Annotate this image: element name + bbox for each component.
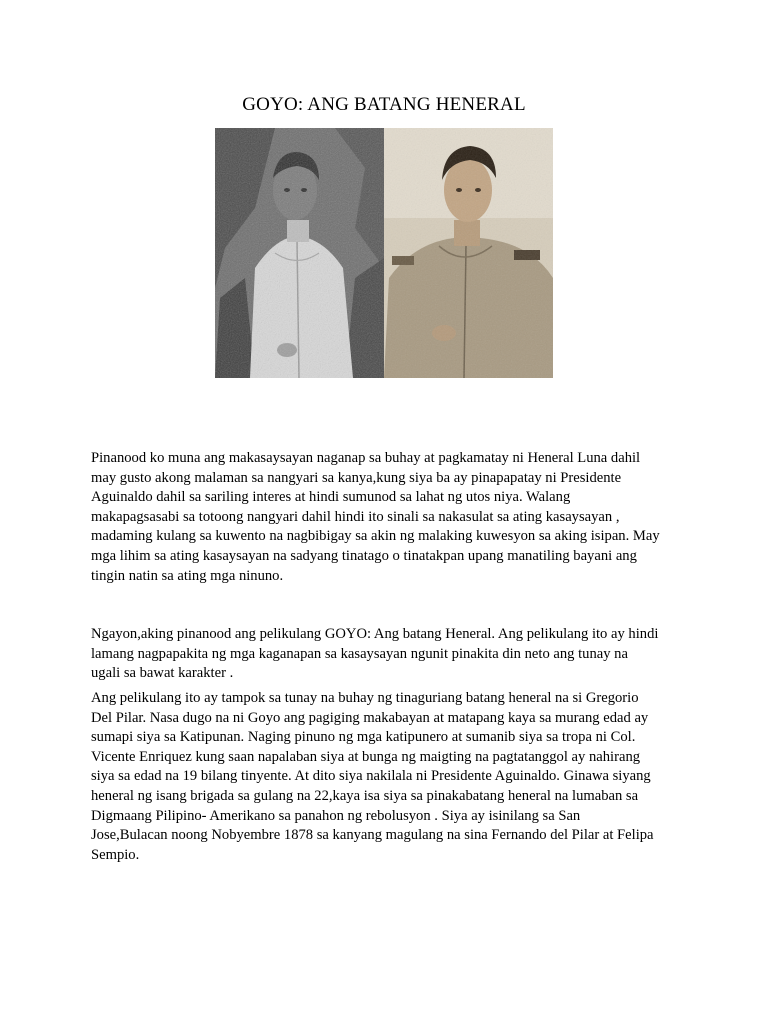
paragraph-line: Del Pilar. Nasa dugo na ni Goyo ang pagiging makabayan at matapang kaya sa murang edad ay — [91, 709, 649, 726]
vintage-portrait-photo — [215, 128, 384, 378]
paragraph-line: madaming kulang sa kuwento na nagbibigay sa akin ng malaking kuwesyon sa aking isipan. May — [91, 528, 660, 545]
paragraph-line: mga lihim sa ating kasaysayan na sadyang tinatago o tinatakpan upang manatiling bayani ang — [91, 547, 637, 564]
paragraph-line: tingin natin sa ating mga ninuno. — [91, 567, 284, 584]
paragraph-line: siya sa edad na 19 bilang tinyente. At dito siya nakilala ni Presidente Aguinaldo. Ginawa siyang — [91, 768, 651, 785]
paragraph-1 — [91, 449, 691, 586]
paragraph-line: Jose,Bulacan noong Nobyembre 1878 sa kanyang magulang na sina Fernando del Pilar at Felipa — [91, 827, 654, 844]
paragraph-2 — [91, 625, 691, 684]
paragraph-line: makapagsasabi sa totoong nangyari dahil hindi ito sinali sa nakasulat sa ating kasaysayan , — [91, 508, 620, 525]
photo-pair — [215, 128, 553, 378]
paragraph-line: ugali sa bawat karakter . — [91, 665, 234, 682]
paragraph-line: lamang nagpapakita ng mga kaganapan sa kasaysayan ngunit pinakita din neto ang tunay na — [91, 645, 628, 662]
paragraph-line: Vicente Enriquez kung saan napalaban siya at bunga ng maigting na pagtatanggol ay nahirang — [91, 748, 641, 765]
paragraph-line: Ang pelikulang ito ay tampok sa tunay na buhay ng tinaguriang batang heneral na si Gregorio — [91, 690, 639, 706]
paragraph-line: Sempio. — [91, 846, 140, 863]
paragraph-3 — [91, 689, 691, 865]
paragraph-line: sumapi siya sa Katipunan. Naging pinuno ng mga katipunero at sumanib siya sa tropa ni Col. — [91, 729, 636, 746]
paragraph-line: heneral ng isang brigada sa gulang na 22,kaya isa siya sa pinakabatang heneral na lumaban sa — [91, 787, 639, 804]
paragraph-line: Ngayon,aking pinanood ang pelikulang GOYO: Ang batang Heneral. Ang pelikulang ito ay hindi — [91, 626, 659, 642]
paragraph-line: Aguinaldo dahil sa sariling interes at hindi sumunod sa lahat ng utos niya. Walang — [91, 489, 571, 506]
paragraph-line: may gusto akong malaman sa nangyari sa kanya,kung siya ba ay pinapapatay ni Presidente — [91, 469, 622, 486]
document-title: GOYO: ANG BATANG HENERAL — [242, 94, 526, 115]
paragraph-line: Pinanood ko muna ang makasaysayan naganap sa buhay at pagkamatay ni Heneral Luna dahil — [91, 450, 641, 466]
paragraph-line: Digmaang Pilipino- Amerikano sa panahon ng rebolusyon . Siya ay isinilang sa San — [91, 807, 581, 824]
film-still-photo — [384, 128, 553, 378]
